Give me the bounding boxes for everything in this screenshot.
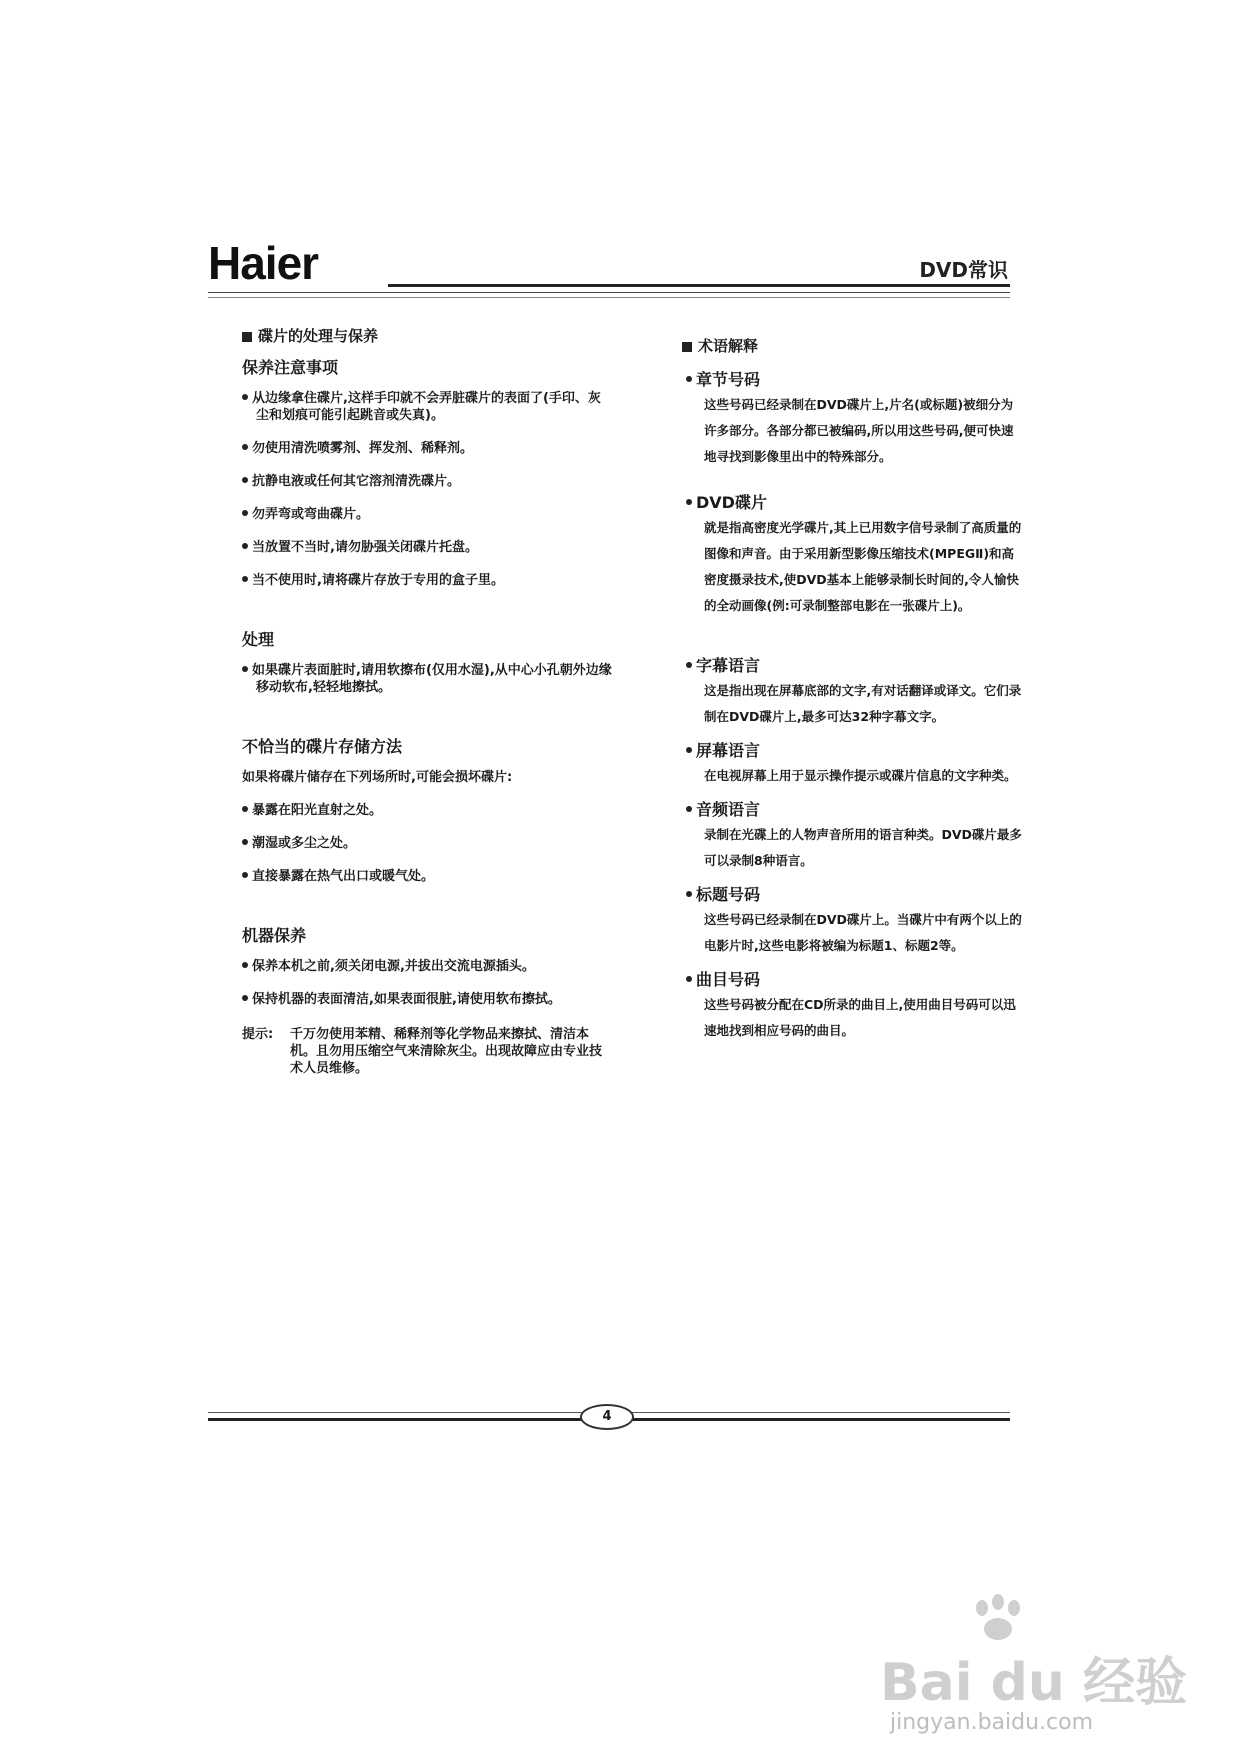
list-item: 保养本机之前,须关闭电源,并拔出交流电源插头。 bbox=[242, 958, 612, 975]
handling-title: 处理 bbox=[242, 630, 275, 649]
watermark-url: jingyan.baidu.com bbox=[890, 1710, 1094, 1735]
term-entry bbox=[682, 494, 1022, 619]
note-text: 千万勿使用苯精、稀释剂等化学物品来擦拭、清洁本机。且勿用压缩空气来清除灰尘。出现故障应由专业技术人员维修。 bbox=[290, 1027, 603, 1076]
care-title: 保养注意事项 bbox=[242, 358, 339, 377]
term-body: 这些号码已经录制在DVD碟片上。当碟片中有两个以上的电影片时,这些电影将被编为标题1、标题2等。 bbox=[704, 912, 1022, 953]
bullet-icon bbox=[242, 477, 248, 483]
term-entry bbox=[682, 971, 1022, 1044]
term-body: 这些号码已经录制在DVD碟片上,片名(或标题)被细分为许多部分。各部分都已被编码,所以用这些号码,便可快速地寻找到影像里出中的特殊部分。 bbox=[704, 397, 1014, 464]
term-body: 录制在光碟上的人物声音所用的语言种类。DVD碟片最多可以录制8种语言。 bbox=[704, 827, 1022, 868]
bullet-icon bbox=[242, 806, 248, 812]
list-item: 抗静电液或任何其它溶剂清洗碟片。 bbox=[242, 473, 612, 490]
bullet-icon bbox=[686, 976, 692, 982]
list-item: 勿弄弯或弯曲碟片。 bbox=[242, 506, 612, 523]
list-item: 当放置不当时,请勿胁强关闭碟片托盘。 bbox=[242, 539, 612, 556]
right-column bbox=[682, 338, 1022, 1056]
term-body: 这是指出现在屏幕底部的文字,有对话翻译或译文。它们录制在DVD碟片上,最多可达32种字幕文字。 bbox=[704, 683, 1022, 724]
left-column bbox=[242, 328, 612, 1077]
header-rule-thin-2 bbox=[208, 297, 1010, 298]
bullet-icon bbox=[242, 394, 248, 400]
storage-intro: 如果将碟片储存在下列场所时,可能会损坏碟片: bbox=[242, 770, 513, 785]
terms-heading: 术语解释 bbox=[682, 338, 1022, 355]
bullet-icon bbox=[242, 576, 248, 582]
watermark-brand: Bai du 经验 bbox=[880, 1653, 1187, 1713]
term-body: 这些号码被分配在CD所录的曲目上,使用曲目号码可以迅速地找到相应号码的曲目。 bbox=[704, 997, 1016, 1038]
term-entry bbox=[682, 742, 1022, 789]
list-item: 保持机器的表面清洁,如果表面很脏,请使用软布擦拭。 bbox=[242, 991, 612, 1008]
bullet-icon bbox=[686, 376, 692, 382]
list-item: 从边缘拿住碟片,这样手印就不会弄脏碟片的表面了(手印、灰尘和划痕可能引起跳音或失真)。 bbox=[242, 390, 612, 424]
list-item: 如果碟片表面脏时,请用软擦布(仅用水湿),从中心小孔朝外边缘移动软布,轻轻地擦拭。 bbox=[242, 662, 612, 696]
storage-title: 不恰当的碟片存储方法 bbox=[242, 737, 403, 756]
list-item: 直接暴露在热气出口或暖气处。 bbox=[242, 868, 612, 885]
page-number: 4 bbox=[580, 1404, 634, 1430]
term-title: 屏幕语言 bbox=[686, 742, 1022, 759]
list-item: 勿使用清洗喷雾剂、挥发剂、稀释剂。 bbox=[242, 440, 612, 457]
list-item: 潮湿或多尘之处。 bbox=[242, 835, 612, 852]
bullet-icon bbox=[242, 995, 248, 1001]
bullet-icon bbox=[242, 543, 248, 549]
term-title: 标题号码 bbox=[686, 886, 1022, 903]
bullet-icon bbox=[242, 444, 248, 450]
disc-care-heading: 碟片的处理与保养 bbox=[242, 328, 612, 345]
bullet-icon bbox=[242, 666, 248, 672]
bullet-icon bbox=[686, 499, 692, 505]
bullet-icon bbox=[242, 872, 248, 878]
term-title: 章节号码 bbox=[686, 371, 1022, 388]
term-entry bbox=[682, 657, 1022, 730]
machine-care-title: 机器保养 bbox=[242, 926, 307, 945]
term-title: DVD碟片 bbox=[686, 494, 1022, 511]
note bbox=[242, 1026, 612, 1077]
square-bullet-icon bbox=[682, 342, 692, 352]
term-entry bbox=[682, 371, 1022, 470]
note-label: 提示: bbox=[242, 1027, 274, 1042]
section-label: DVD常识 bbox=[919, 258, 1008, 282]
term-body: 就是指高密度光学碟片,其上已用数字信号录制了高质量的图像和声音。由于采用新型影像压缩技术(MPEGⅡ)和高密度摄录技术,使DVD基本上能够录制长时间的,令人愉快的全动画像(例:可录制整部电影在一张碟片上)。 bbox=[704, 520, 1022, 613]
bullet-icon bbox=[686, 806, 692, 812]
bullet-icon bbox=[686, 747, 692, 753]
brand-logo: Haier bbox=[208, 237, 319, 289]
term-title: 字幕语言 bbox=[686, 657, 1022, 674]
bullet-icon bbox=[242, 839, 248, 845]
list-item: 暴露在阳光直射之处。 bbox=[242, 802, 612, 819]
list-item: 当不使用时,请将碟片存放于专用的盒子里。 bbox=[242, 572, 612, 589]
term-entry bbox=[682, 886, 1022, 959]
header-rule bbox=[388, 284, 1010, 287]
square-bullet-icon bbox=[242, 332, 252, 342]
bullet-icon bbox=[242, 962, 248, 968]
term-entry bbox=[682, 801, 1022, 874]
term-title: 音频语言 bbox=[686, 801, 1022, 818]
term-title: 曲目号码 bbox=[686, 971, 1022, 988]
bullet-icon bbox=[686, 891, 692, 897]
bullet-icon bbox=[686, 662, 692, 668]
header-rule-thin bbox=[208, 292, 1010, 293]
term-body: 在电视屏幕上用于显示操作提示或碟片信息的文字种类。 bbox=[704, 768, 1017, 783]
bullet-icon bbox=[242, 510, 248, 516]
